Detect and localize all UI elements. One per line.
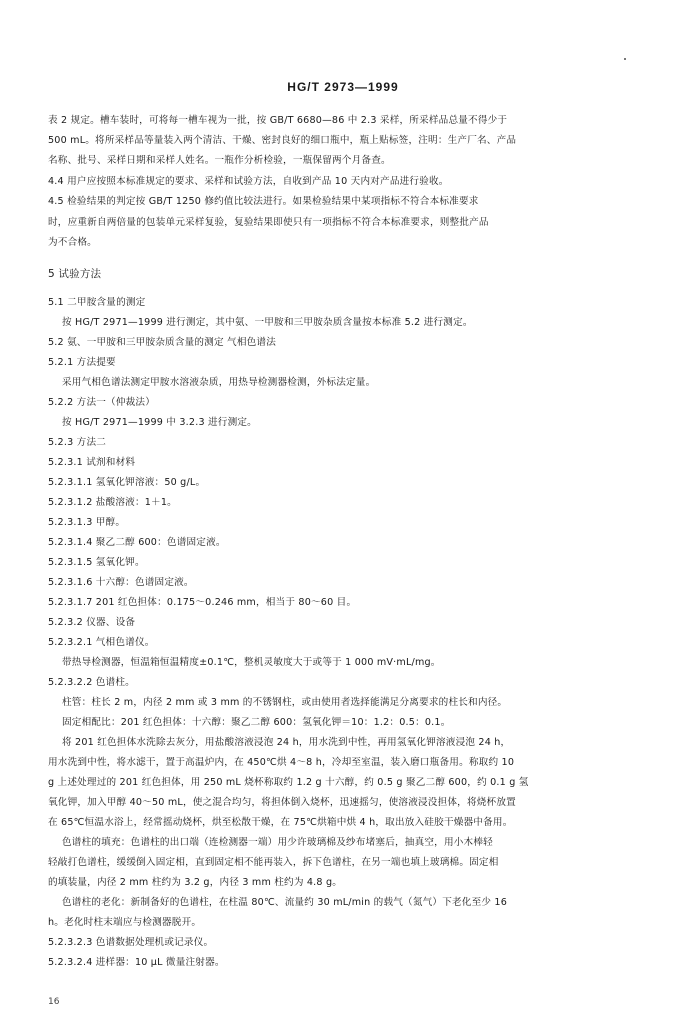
clause-5-2-3: 5.2.3 方法二 <box>48 437 107 448</box>
text-line: 带热导检测器，恒温箱恒温精度±0.1℃，整机灵敏度大于或等于 1 000 mV·mL/mg。 <box>62 657 441 668</box>
clause-item: 5.2.3.2.1 气相色谱仪。 <box>48 637 155 648</box>
clause-item: 5.2.3.2.3 色谱数据处理机或记录仪。 <box>48 937 214 948</box>
text-line: 氧化钾，加入甲醇 40～50 mL，使之混合均匀，将担体倒入烧杯，迅速摇匀，使溶液浸没担体，将烧杯放置 <box>48 797 516 808</box>
clause-5-2-2: 5.2.2 方法一（仲裁法） <box>48 397 156 408</box>
clause-item: 5.2.3.1.6 十六醇：色谱固定液。 <box>48 577 194 588</box>
clause-item: 5.2.3.1.5 氢氧化钾。 <box>48 557 145 568</box>
section-5-heading: 5 试验方法 <box>48 268 102 280</box>
text-line: 在 65℃恒温水浴上，经常摇动烧杯，烘至松散干燥，在 75℃烘箱中烘 4 h，取出放入硅胶干燥器中备用。 <box>48 817 513 828</box>
text-line: 轻敲打色谱柱，缓缓倒入固定相，直到固定相不能再装入，拆下色谱柱，在另一端也填上玻璃棉。固定相 <box>48 857 499 868</box>
text-line: 用水洗到中性，将水滤干，置于高温炉内，在 450℃烘 4～8 h，冷却至室温，装入磨口瓶备用。称取约 10 <box>48 757 515 768</box>
text-line: 时，应重新自两倍量的包装单元采样复验，复验结果即使只有一项指标不符合本标准要求，则整批产品 <box>48 217 489 228</box>
text-line: 为不合格。 <box>48 237 97 248</box>
clause-4-4: 4.4 用户应按照本标准规定的要求、采样和试验方法，自收到产品 10 天内对产品进行验收。 <box>48 176 449 187</box>
text-line: 500 mL。将所采样品等量装入两个清洁、干燥、密封良好的细口瓶中，瓶上贴标签，注明：生产厂名、产品 <box>48 135 517 146</box>
clause-5-2-3-1: 5.2.3.1 试剂和材料 <box>48 457 136 468</box>
text-line: 按 HG/T 2971—1999 进行测定，其中氨、一甲胺和三甲胺杂质含量按本标准 5.2 进行测定。 <box>62 317 473 328</box>
clause-4-5: 4.5 检验结果的判定按 GB/T 1250 修约值比较法进行。如果检验结果中某项指标不符合本标准要求 <box>48 196 479 207</box>
text-line: 色谱柱的老化：新制备好的色谱柱，在柱温 80℃、流量约 30 mL/min 的载气（氮气）下老化至少 16 <box>62 897 508 908</box>
text-line: 采用气相色谱法测定甲胺水溶液杂质，用热导检测器检测，外标法定量。 <box>62 377 376 388</box>
text-line: 的填装量，内径 2 mm 柱约为 3.2 g，内径 3 mm 柱约为 4.8 g。 <box>48 877 343 888</box>
clause-5-1: 5.1 二甲胺含量的测定 <box>48 297 146 308</box>
clause-item: 5.2.3.1.2 盐酸溶液：1＋1。 <box>48 497 177 508</box>
clause-item: 5.2.3.1.3 甲醇。 <box>48 517 126 528</box>
clause-item: 5.2.3.2.4 进样器：10 μL 微量注射器。 <box>48 957 225 968</box>
scan-speck <box>624 58 626 60</box>
standard-header: HG/T 2973—1999 <box>287 80 399 94</box>
text-line: 名称、批号、采样日期和采样人姓名。一瓶作分析检验，一瓶保留两个月备查。 <box>48 155 391 166</box>
clause-5-2-1: 5.2.1 方法提要 <box>48 357 116 368</box>
text-line: 将 201 红色担体水洗除去灰分，用盐酸溶液浸泡 24 h，用水洗到中性，再用氢氧化钾溶液浸泡 24 h， <box>62 737 511 748</box>
text-line: 柱管：柱长 2 m，内径 2 mm 或 3 mm 的不锈钢柱，或由使用者选择能满足分离要求的柱长和内径。 <box>62 697 508 708</box>
text-line: 按 HG/T 2971—1999 中 3.2.3 进行测定。 <box>62 417 257 428</box>
clause-item: 5.2.3.1.4 聚乙二醇 600：色谱固定液。 <box>48 537 226 548</box>
clause-5-2-3-2: 5.2.3.2 仪器、设备 <box>48 617 136 628</box>
clause-5-2: 5.2 氨、一甲胺和三甲胺杂质含量的测定 气相色谱法 <box>48 337 277 348</box>
text-line: 色谱柱的填充：色谱柱的出口端（连检测器一端）用少许玻璃棉及纱布堵塞后，抽真空，用小木棒轻 <box>62 837 493 848</box>
text-line: 固定相配比：201 红色担体：十六醇：聚乙二醇 600：氢氧化钾＝10：1.2：0.5：0.1。 <box>62 717 451 728</box>
clause-item: 5.2.3.1.1 氢氧化钾溶液：50 g/L。 <box>48 477 206 488</box>
text-line: 表 2 规定。槽车装时，可将每一槽车视为一批，按 GB/T 6680—86 中 2.3 采样，所采样品总量不得少于 <box>48 115 508 126</box>
text-line: h。老化时柱末端应与检测器脱开。 <box>48 917 202 928</box>
text-line: g 上述处理过的 201 红色担体，用 250 mL 烧杯称取约 1.2 g 十六醇，约 0.5 g 聚乙二醇 600，约 0.1 g 氢 <box>48 777 529 788</box>
clause-item: 5.2.3.2.2 色谱柱。 <box>48 677 135 688</box>
page-number: 16 <box>48 997 60 1007</box>
clause-item: 5.2.3.1.7 201 红色担体：0.175～0.246 mm，相当于 80～60 目。 <box>48 597 357 608</box>
